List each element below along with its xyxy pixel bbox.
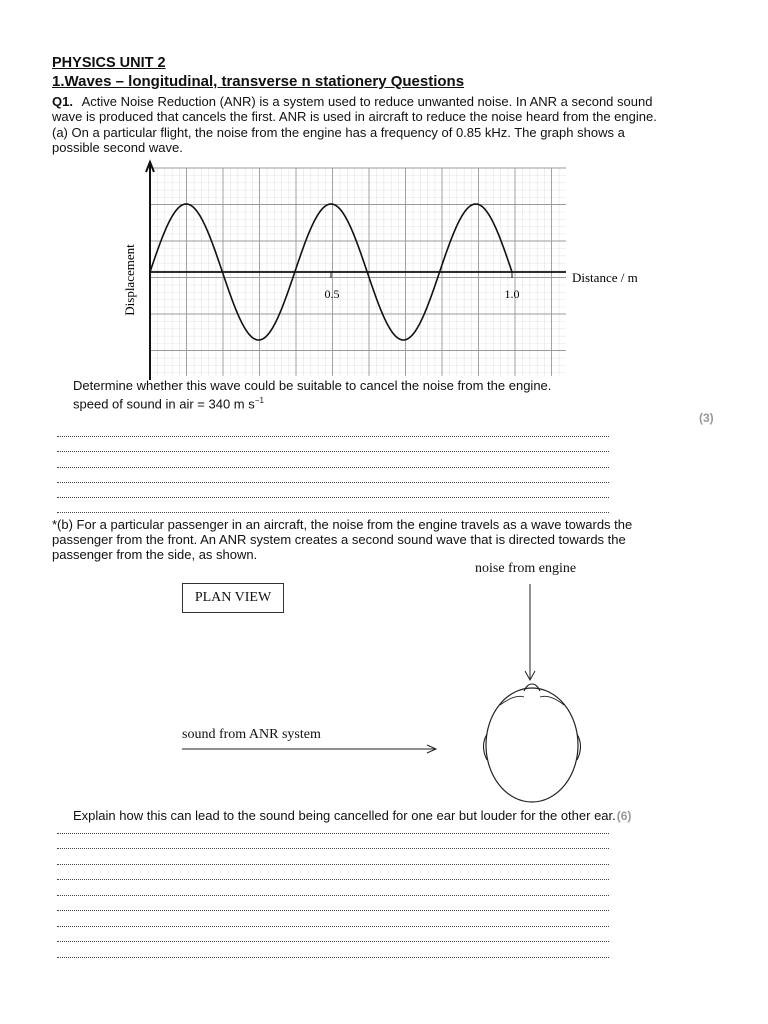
- part-a-marks: (3): [699, 411, 714, 425]
- intro-line-2: wave is produced that cancels the first. ANR is used in aircraft to reduce the noise heard from the engine.: [52, 109, 657, 124]
- engine-noise-arrow: [525, 584, 535, 680]
- unit-title: PHYSICS UNIT 2: [52, 55, 166, 71]
- part-b-task-text: Explain how this can lead to the sound being cancelled for one ear but louder for the other ear.: [73, 808, 616, 823]
- topic-title: 1.Waves – longitudinal, transverse n stationery Questions: [52, 73, 465, 90]
- anr-sound-arrow: [182, 745, 436, 753]
- speed-of-sound-text: speed of sound in air = 340 m s: [73, 396, 255, 412]
- plan-view-box: PLAN VIEW: [182, 583, 284, 613]
- part-b-marks: (6): [616, 809, 632, 823]
- answer-line[interactable]: [57, 957, 609, 959]
- part-b-line-3: passenger from the side, as shown.: [52, 547, 258, 562]
- answer-line[interactable]: [57, 926, 609, 928]
- part-a-task: Determine whether this wave could be suitable to cancel the noise from the engine.: [73, 378, 552, 393]
- part-b-task: [73, 808, 631, 825]
- part-a-line-2: possible second wave.: [52, 140, 183, 155]
- x-axis-label: Distance / m: [572, 270, 638, 285]
- answer-line[interactable]: [57, 941, 609, 943]
- x-tick-label-1-0: 1.0: [504, 287, 520, 301]
- question-number: Q1.: [52, 94, 73, 109]
- anr-sound-label: sound from ANR system: [182, 727, 321, 742]
- answer-line[interactable]: [57, 910, 609, 912]
- answer-line[interactable]: [57, 848, 609, 850]
- speed-unit-exponent: −1: [254, 396, 264, 405]
- intro-line-1: Active Noise Reduction (ANR) is a system used to reduce unwanted noise. In ANR a second sound: [81, 94, 653, 109]
- answer-line[interactable]: [57, 864, 609, 866]
- part-b-line-2: passenger from the front. An ANR system creates a second sound wave that is directed towards the: [52, 532, 626, 547]
- y-axis-label: Displacement: [122, 244, 137, 316]
- noise-from-engine-label: noise from engine: [475, 561, 577, 576]
- part-a-line-1: (a) On a particular flight, the noise from the engine has a frequency of 0.85 kHz. The graph shows a: [52, 125, 625, 140]
- answer-line[interactable]: [57, 879, 609, 881]
- answer-line[interactable]: [57, 833, 609, 835]
- answer-line[interactable]: [57, 895, 609, 897]
- part-b-line-1: *(b) For a particular passenger in an aircraft, the noise from the engine travels as a wave towards the: [52, 517, 633, 532]
- passenger-head: [484, 684, 581, 802]
- x-tick-label-0-5: 0.5: [324, 287, 340, 301]
